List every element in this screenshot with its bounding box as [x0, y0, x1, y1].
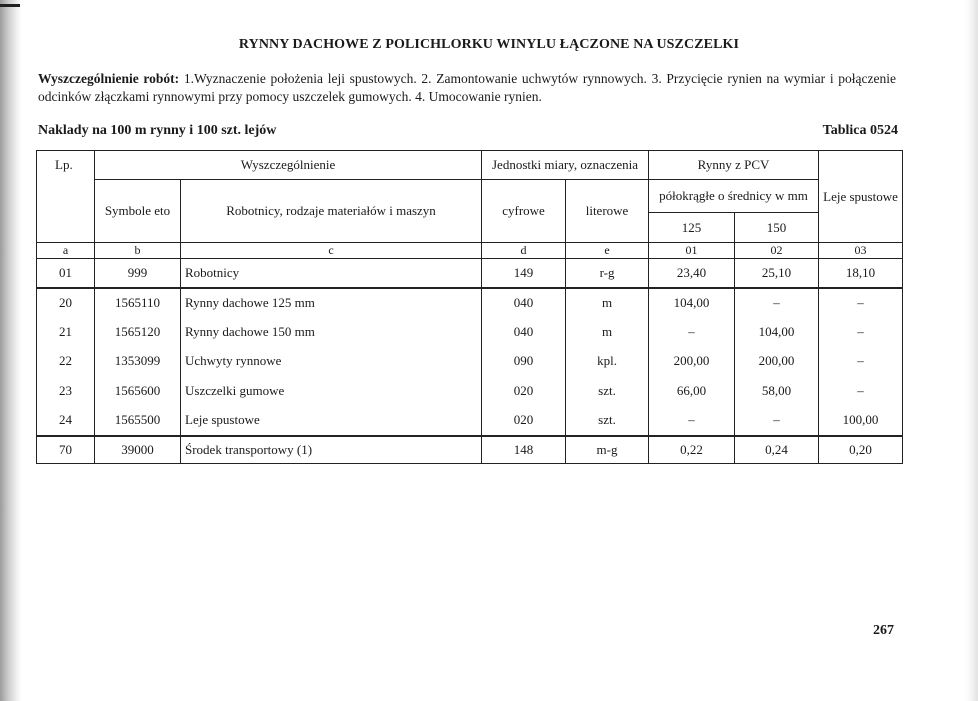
letter-cell: 01	[649, 243, 735, 259]
works-description-label: Wyszczególnienie robót:	[38, 71, 180, 86]
cell-c02: 200,00	[735, 347, 819, 376]
cell-cyfrowe: 040	[482, 318, 566, 347]
letter-cell: 03	[819, 243, 903, 259]
header-literowe: literowe	[566, 180, 649, 243]
cell-literowe: m	[566, 288, 649, 318]
letter-cell: 02	[735, 243, 819, 259]
corner-mark	[0, 4, 20, 7]
cell-c01: –	[649, 318, 735, 347]
cell-name: Rynny dachowe 125 mm	[181, 288, 482, 318]
works-description-text: 1.Wyznaczenie położenia leji spustowych. 2. Zamontowanie uchwytów rynnowych. 3. Przycięcie rynien na wymiar i połączenie odcinków złączkami rynnowymi przy pomocy uszczelek gumowych. 4. Umocowanie rynien.	[38, 71, 896, 104]
scan-shadow-left	[0, 0, 22, 701]
table-number: Tablica 0524	[822, 123, 898, 138]
table-row	[37, 318, 903, 347]
naklady-heading: Naklady na 100 m rynny i 100 szt. lejów	[38, 123, 277, 138]
cell-name: Robotnicy	[181, 259, 482, 288]
table-row	[37, 436, 903, 464]
table-row	[37, 347, 903, 376]
header-robotnicy: Robotnicy, rodzaje materiałów i maszyn	[181, 180, 482, 243]
cell-cyfrowe: 020	[482, 376, 566, 406]
norms-table	[36, 150, 903, 464]
page-number: 267	[873, 623, 894, 638]
cell-name: Uchwyty rynnowe	[181, 347, 482, 376]
cell-literowe: szt.	[566, 406, 649, 436]
cell-literowe: m-g	[566, 436, 649, 464]
cell-c01: –	[649, 406, 735, 436]
cell-name: Uszczelki gumowe	[181, 376, 482, 406]
header-polokragle: półokrągłe o średnicy w mm	[649, 180, 819, 213]
cell-c02: –	[735, 288, 819, 318]
cell-c01: 66,00	[649, 376, 735, 406]
cell-c02: 58,00	[735, 376, 819, 406]
page-title: RYNNY DACHOWE Z POLICHLORKU WINYLU ŁĄCZONE NA USZCZELKI	[238, 37, 740, 52]
cell-literowe: szt.	[566, 376, 649, 406]
cell-symbol: 1565600	[95, 376, 181, 406]
cell-symbol: 1565500	[95, 406, 181, 436]
letter-cell: e	[566, 243, 649, 259]
header-d150: 150	[735, 213, 819, 243]
table-row	[37, 259, 903, 288]
header-cyfrowe: cyfrowe	[482, 180, 566, 243]
works-description	[38, 70, 896, 106]
scan-shadow-right	[964, 0, 978, 701]
table-row	[37, 376, 903, 406]
cell-c01: 0,22	[649, 436, 735, 464]
cell-cyfrowe: 090	[482, 347, 566, 376]
cell-name: Rynny dachowe 150 mm	[181, 318, 482, 347]
cell-c01: 23,40	[649, 259, 735, 288]
cell-c03: –	[819, 288, 903, 318]
cell-symbol: 1565110	[95, 288, 181, 318]
header-wyszczegolnienie: Wyszczególnienie	[95, 151, 482, 180]
cell-symbol: 39000	[95, 436, 181, 464]
cell-cyfrowe: 148	[482, 436, 566, 464]
cell-literowe: kpl.	[566, 347, 649, 376]
cell-symbol: 1353099	[95, 347, 181, 376]
cell-c02: –	[735, 406, 819, 436]
cell-c01: 104,00	[649, 288, 735, 318]
cell-c02: 0,24	[735, 436, 819, 464]
cell-c02: 25,10	[735, 259, 819, 288]
cell-literowe: m	[566, 318, 649, 347]
cell-lp: 21	[37, 318, 95, 347]
cell-c03: –	[819, 347, 903, 376]
header-lp: Lp.	[37, 151, 95, 243]
cell-c03: 18,10	[819, 259, 903, 288]
cell-lp: 24	[37, 406, 95, 436]
header-d125: 125	[649, 213, 735, 243]
letter-cell: c	[181, 243, 482, 259]
cell-c03: –	[819, 376, 903, 406]
cell-c03: –	[819, 318, 903, 347]
letter-cell: a	[37, 243, 95, 259]
cell-lp: 20	[37, 288, 95, 318]
cell-name: Środek transportowy (1)	[181, 436, 482, 464]
cell-c03: 100,00	[819, 406, 903, 436]
cell-symbol: 1565120	[95, 318, 181, 347]
cell-name: Leje spustowe	[181, 406, 482, 436]
cell-c02: 104,00	[735, 318, 819, 347]
header-leje: Leje spustowe	[819, 151, 903, 243]
cell-lp: 23	[37, 376, 95, 406]
cell-lp: 70	[37, 436, 95, 464]
cell-c03: 0,20	[819, 436, 903, 464]
header-symbole: Symbole eto	[95, 180, 181, 243]
cell-cyfrowe: 020	[482, 406, 566, 436]
cell-literowe: r-g	[566, 259, 649, 288]
table-row	[37, 288, 903, 318]
cell-cyfrowe: 149	[482, 259, 566, 288]
letter-cell: d	[482, 243, 566, 259]
cell-c01: 200,00	[649, 347, 735, 376]
header-rynny-pcv: Rynny z PCV	[649, 151, 819, 180]
cell-symbol: 999	[95, 259, 181, 288]
cell-lp: 01	[37, 259, 95, 288]
letter-cell: b	[95, 243, 181, 259]
table-row	[37, 406, 903, 436]
header-jednostki: Jednostki miary, oznaczenia	[482, 151, 649, 180]
cell-cyfrowe: 040	[482, 288, 566, 318]
cell-lp: 22	[37, 347, 95, 376]
